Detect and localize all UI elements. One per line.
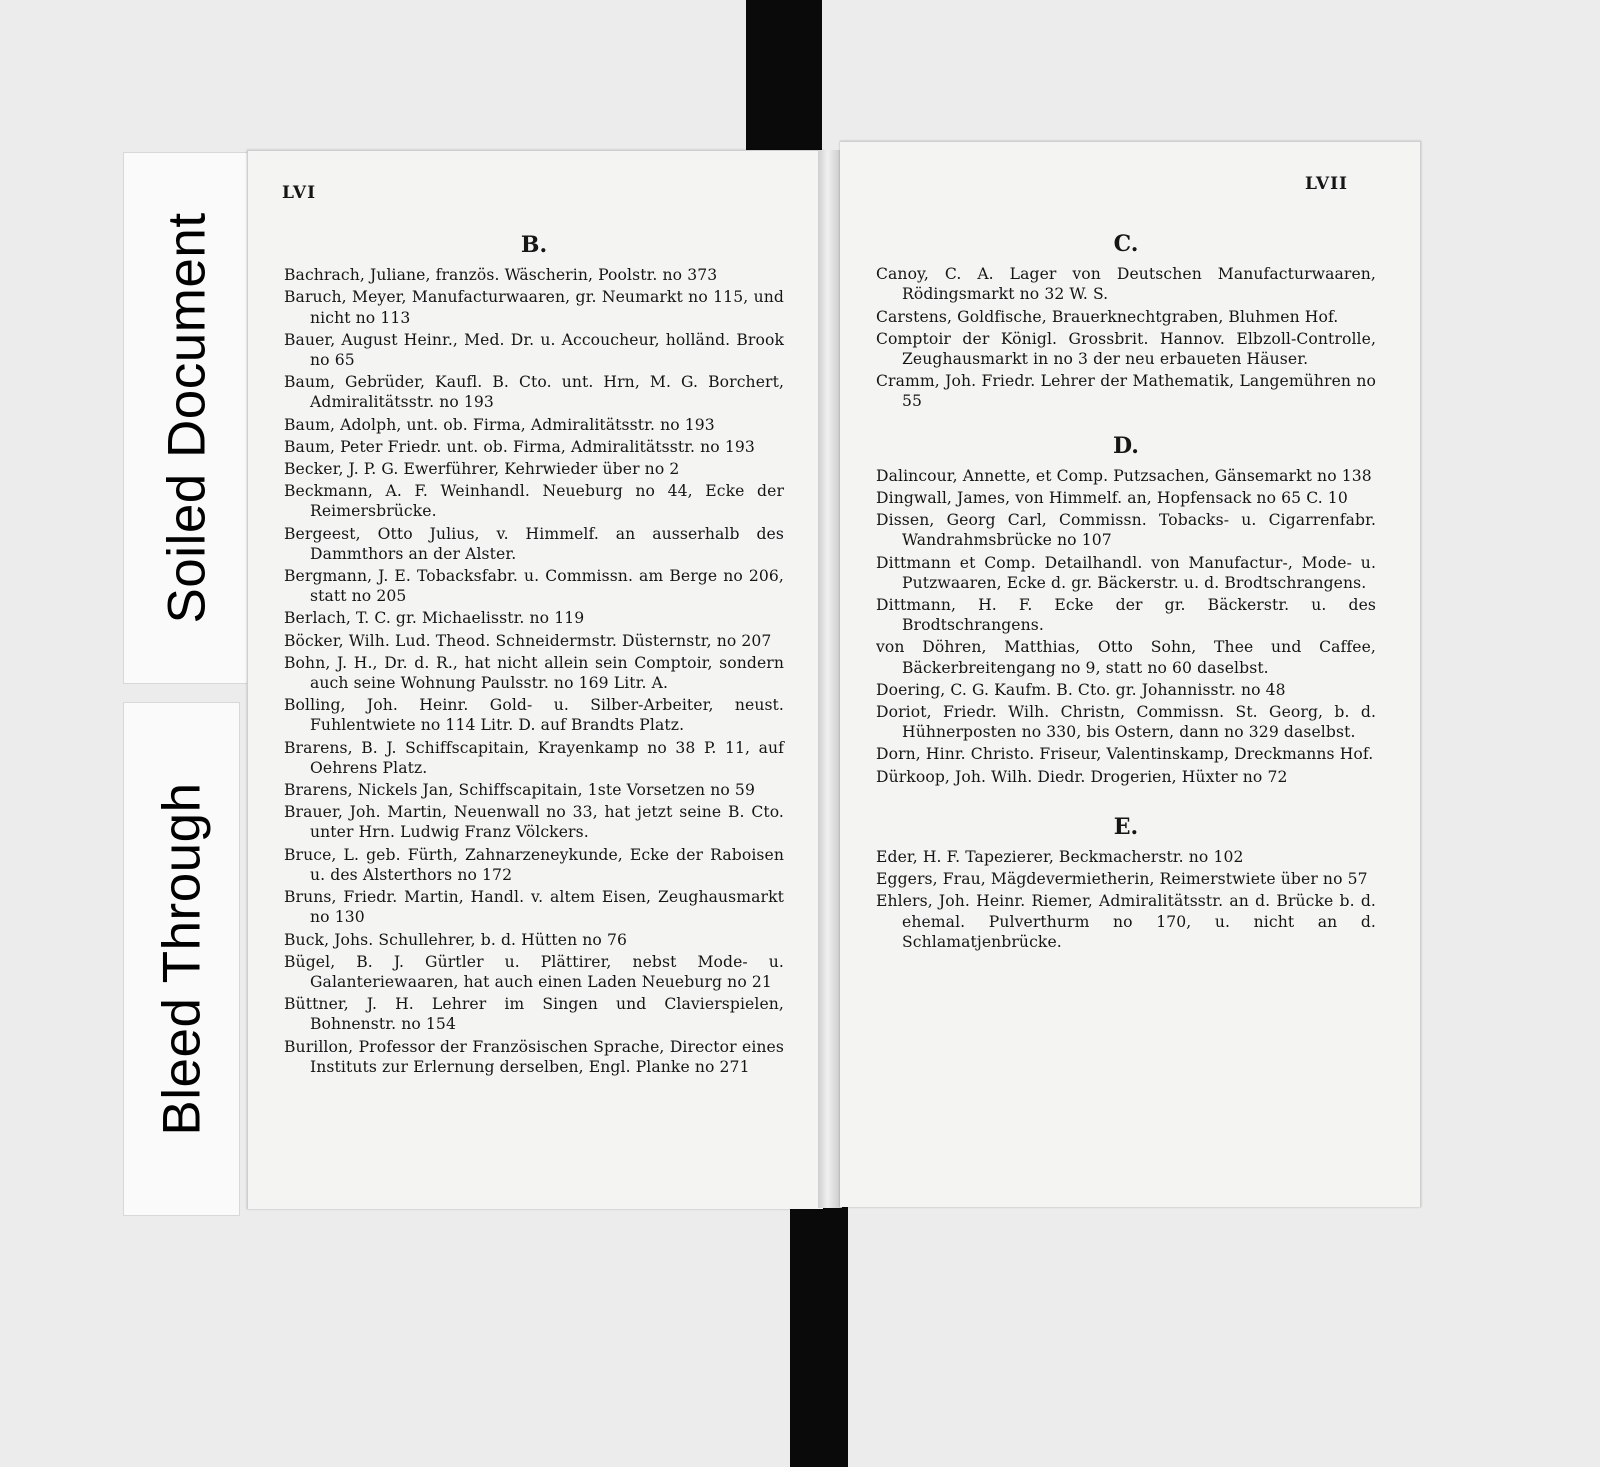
directory-entry: Eder, H. F. Tapezierer, Beckmacherstr. no 102: [876, 848, 1244, 867]
directory-entry: Bachrach, Juliane, französ. Wäscherin, Poolstr. no 373: [284, 266, 718, 285]
directory-entry: Carstens, Goldfische, Brauerknechtgraben, Bluhmen Hof.: [876, 307, 1339, 326]
directory-entry: Doriot, Friedr. Wilh. Christn, Commissn. St. Georg, b. d. Hühnerposten no 330, bis Ostern, dann no 329 daselbst.: [876, 703, 1376, 742]
directory-entry: von Döhren, Matthias, Otto Sohn, Thee und Caffee, Bäckerbreitengang no 9, statt no 60 daselbst.: [876, 638, 1376, 677]
directory-entry: Dingwall, James, von Himmelf. an, Hopfensack no 65 C. 10: [876, 489, 1348, 508]
book-gutter: [818, 150, 842, 1208]
label-soiled-document: Soiled Document: [157, 212, 216, 624]
directory-entry: Bergeest, Otto Julius, v. Himmelf. an ausserhalb des Dammthors an der Alster.: [284, 524, 784, 563]
directory-entry: Bügel, B. J. Gürtler u. Plättirer, nebst Mode- u. Galanteriewaaren, hat auch einen Laden Neueburg no 21: [284, 952, 784, 991]
directory-entry: Baum, Gebrüder, Kaufl. B. Cto. unt. Hrn, M. G. Borchert, Admiralitätsstr. no 193: [284, 373, 784, 412]
directory-entry: Beckmann, A. F. Weinhandl. Neueburg no 44, Ecke der Reimersbrücke.: [284, 482, 784, 521]
directory-entry: Burillon, Professor der Französischen Sprache, Director eines Instituts zur Erlernung derselben, Engl. Planke no 271: [284, 1037, 784, 1076]
left-column: [284, 232, 784, 1079]
directory-entry: Bruce, L. geb. Fürth, Zahnarzeneykunde, Ecke der Raboisen u. des Alsterthors no 172: [284, 845, 784, 884]
directory-entry: Büttner, J. H. Lehrer im Singen und Clavierspielen, Bohnenstr. no 154: [284, 995, 784, 1034]
directory-entry: Brarens, B. J. Schiffscapitain, Krayenkamp no 38 P. 11, auf Oehrens Platz.: [284, 738, 784, 777]
section-heading-d: D.: [1113, 432, 1139, 459]
directory-entry: Bolling, Joh. Heinr. Gold- u. Silber-Arbeiter, neust. Fuhlentwiete no 114 Litr. D. auf Brandts Platz.: [284, 696, 784, 735]
right-column: [876, 231, 1376, 954]
directory-entry: Eggers, Frau, Mägdevermietherin, Reimerstwiete über no 57: [876, 870, 1368, 889]
section-gap: [876, 789, 1376, 817]
directory-entry: Dittmann et Comp. Detailhandl. von Manufactur-, Mode- u. Putzwaaren, Ecke d. gr. Bäckerstr. u. d. Brodtschrangens.: [876, 553, 1376, 592]
directory-entry: Dittmann, H. F. Ecke der gr. Bäckerstr. u. des Brodtschrangens.: [876, 596, 1376, 635]
directory-entry: Dorn, Hinr. Christo. Friseur, Valentinskamp, Dreckmanns Hof.: [876, 745, 1374, 764]
label-bleed-through: Bleed Through: [152, 782, 211, 1136]
directory-entry: Cramm, Joh. Friedr. Lehrer der Mathematik, Langemühren no 55: [876, 372, 1376, 411]
binding-strip-top: [746, 0, 822, 150]
directory-entry: Canoy, C. A. Lager von Deutschen Manufacturwaaren, Rödingsmarkt no 32 W. S.: [876, 265, 1376, 304]
label-card-soiled: [123, 152, 250, 684]
directory-entry: Dürkoop, Joh. Wilh. Diedr. Drogerien, Hüxter no 72: [876, 767, 1288, 786]
directory-entry: Buck, Johs. Schullehrer, b. d. Hütten no 76: [284, 930, 628, 949]
directory-entry: Dissen, Georg Carl, Commissn. Tobacks- u. Cigarrenfabr. Wandrahmsbrücke no 107: [876, 511, 1376, 550]
directory-entry: Comptoir der Königl. Grossbrit. Hannov. Elbzoll-Controlle, Zeughausmarkt in no 3 der neu erbaueten Häuser.: [876, 329, 1376, 369]
page-number-left: LVI: [282, 183, 317, 203]
directory-entry: Ehlers, Joh. Heinr. Riemer, Admiralitätsstr. an d. Brücke b. d. ehemal. Pulverthurm no 170, u. nicht an d. Schlamatjenbrücke.: [876, 892, 1376, 951]
directory-entry: Bauer, August Heinr., Med. Dr. u. Accoucheur, holländ. Brook no 65: [284, 330, 784, 370]
directory-entry: Bergmann, J. E. Tobacksfabr. u. Commissn. am Berge no 206, statt no 205: [284, 567, 784, 606]
directory-entry: Berlach, T. C. gr. Michaelisstr. no 119: [284, 609, 585, 628]
directory-entry: Becker, J. P. G. Ewerführer, Kehrwieder über no 2: [284, 460, 680, 479]
binding-strip-bottom: [790, 1205, 848, 1467]
directory-entry: Baum, Peter Friedr. unt. ob. Firma, Admiralitätsstr. no 193: [284, 437, 755, 456]
section-heading-c: C.: [1113, 231, 1139, 257]
directory-entry: Brarens, Nickels Jan, Schiffscapitain, 1ste Vorsetzen no 59: [284, 781, 755, 800]
section-heading-b: B.: [520, 232, 548, 258]
directory-entry: Böcker, Wilh. Lud. Theod. Schneidermstr. Düsternstr, no 207: [284, 631, 772, 650]
page-number-right: LVII: [1304, 174, 1348, 194]
section-heading-e: E.: [1113, 813, 1139, 840]
directory-entry: Doering, C. G. Kaufm. B. Cto. gr. Johannisstr. no 48: [876, 680, 1286, 699]
label-card-bleed: [123, 702, 240, 1216]
directory-entry: Brauer, Joh. Martin, Neuenwall no 33, hat jetzt seine B. Cto. unter Hrn. Ludwig Franz Völckers.: [284, 803, 784, 842]
directory-entry: Baum, Adolph, unt. ob. Firma, Admiralitätsstr. no 193: [284, 415, 715, 434]
directory-entry: Baruch, Meyer, Manufacturwaaren, gr. Neumarkt no 115, und nicht no 113: [284, 288, 784, 327]
directory-entry: Bruns, Friedr. Martin, Handl. v. altem Eisen, Zeughausmarkt no 130: [284, 888, 784, 927]
directory-entry: Dalincour, Annette, et Comp. Putzsachen, Gänsemarkt no 138: [876, 466, 1372, 485]
left-page: [247, 150, 823, 1209]
right-page: [840, 141, 1421, 1207]
directory-entry: Bohn, J. H., Dr. d. R., hat nicht allein sein Comptoir, sondern auch seine Wohnung Paulsstr. no 169 Litr. A.: [284, 653, 784, 693]
